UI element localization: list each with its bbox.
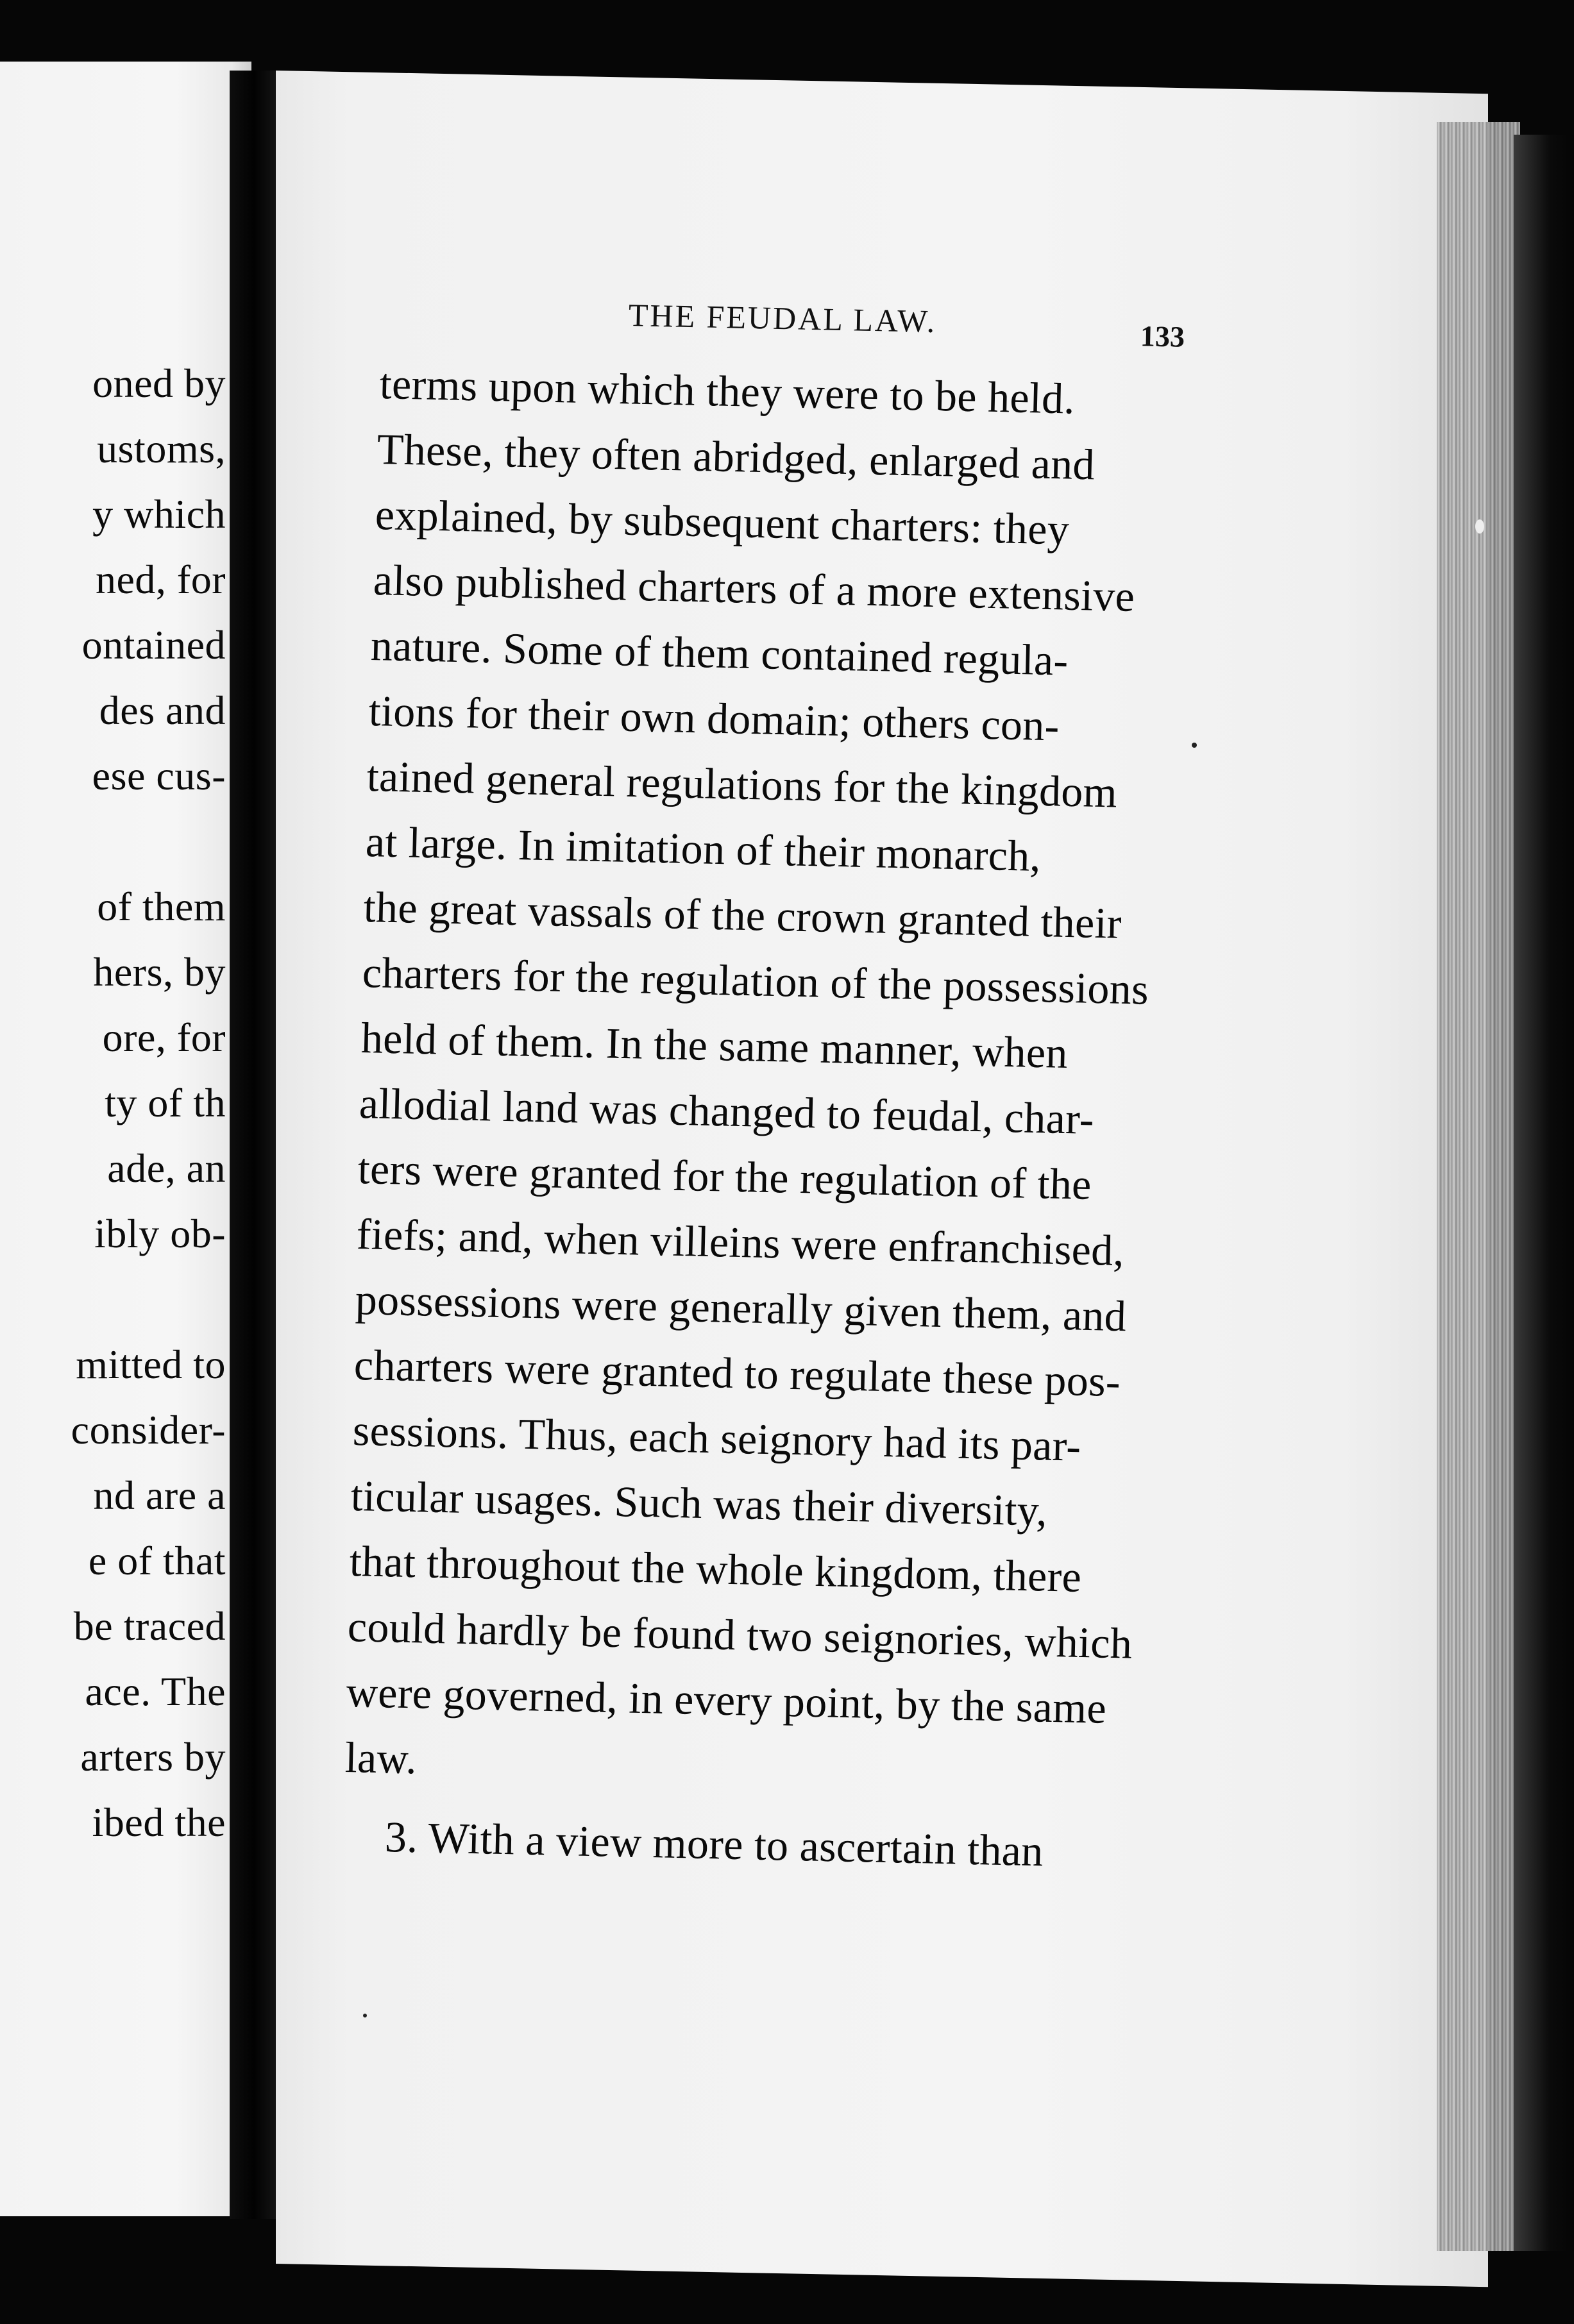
body-line: charters were granted to regulate these pos- — [353, 1340, 1121, 1406]
body-line: the great vassals of the crown granted their — [363, 882, 1122, 948]
left-page-line: be traced — [73, 1603, 226, 1649]
left-page-line: ustoms, — [97, 426, 226, 471]
body-line: law. — [344, 1733, 418, 1783]
page-number: 133 — [1140, 319, 1185, 353]
body-line: could hardly be found two seignories, which — [347, 1602, 1133, 1668]
left-page-line: consider- — [71, 1407, 226, 1453]
body-line: held of them. In the same manner, when — [360, 1013, 1069, 1078]
left-page-line: ore, for — [102, 1015, 226, 1060]
left-page-line: ibly ob- — [94, 1211, 226, 1256]
body-line: charters for the regulation of the possessions — [362, 948, 1149, 1014]
body-line: nature. Some of them contained regula- — [370, 621, 1069, 685]
dust-speck — [1192, 743, 1197, 748]
left-page-line: ace. The — [85, 1669, 226, 1714]
left-page-line: ade, an — [107, 1145, 226, 1191]
left-page-line: e of that — [88, 1538, 226, 1583]
body-line: These, they often abridged, enlarged and — [377, 425, 1096, 489]
left-page-line: hers, by — [93, 949, 226, 995]
left-page-line: ibed the — [92, 1799, 226, 1845]
left-page-line: of them — [97, 884, 226, 929]
dust-speck — [1475, 519, 1484, 534]
left-page-line: y which — [92, 491, 226, 537]
body-line: possessions were generally given them, and — [355, 1275, 1127, 1341]
left-page-line: ontained — [81, 622, 226, 668]
left-page-line: arters by — [80, 1734, 226, 1780]
body-line: tions for their own domain; others con- — [368, 686, 1060, 750]
body-line: terms upon which they were to be held. — [379, 359, 1076, 423]
body-line: also published charters of a more extensive — [373, 555, 1135, 621]
left-page-line: des and — [99, 687, 226, 733]
left-page-line: ned, for — [95, 557, 226, 602]
body-line: 3. With a view more to ascertain than — [384, 1812, 1044, 1876]
body-line: fiefs; and, when villeins were enfranchised, — [356, 1209, 1125, 1276]
body-line: explained, by subsequent charters: they — [375, 490, 1070, 554]
left-page-line: mitted to — [76, 1342, 226, 1387]
left-page-line: oned by — [92, 360, 226, 406]
body-line: ticular usages. Such was their diversity, — [350, 1471, 1048, 1535]
body-line: tained general regulations for the kingdom — [366, 752, 1118, 817]
left-page-line: nd are a — [93, 1472, 226, 1518]
running-head: THE FEUDAL LAW. — [628, 297, 937, 340]
body-line: ters were granted for the regulation of the — [357, 1144, 1092, 1209]
body-line: at large. In imitation of their monarch, — [365, 817, 1042, 880]
dust-speck — [363, 2014, 367, 2017]
left-page-line: ese cus- — [92, 753, 226, 798]
body-line: that throughout the whole kingdom, there — [349, 1537, 1082, 1601]
left-page-line: ty of th — [105, 1080, 226, 1125]
body-line: were governed, in every point, by the same — [346, 1667, 1107, 1733]
body-line: sessions. Thus, each seignory had its par- — [352, 1406, 1082, 1470]
body-line: allodial land was changed to feudal, char- — [359, 1079, 1095, 1143]
